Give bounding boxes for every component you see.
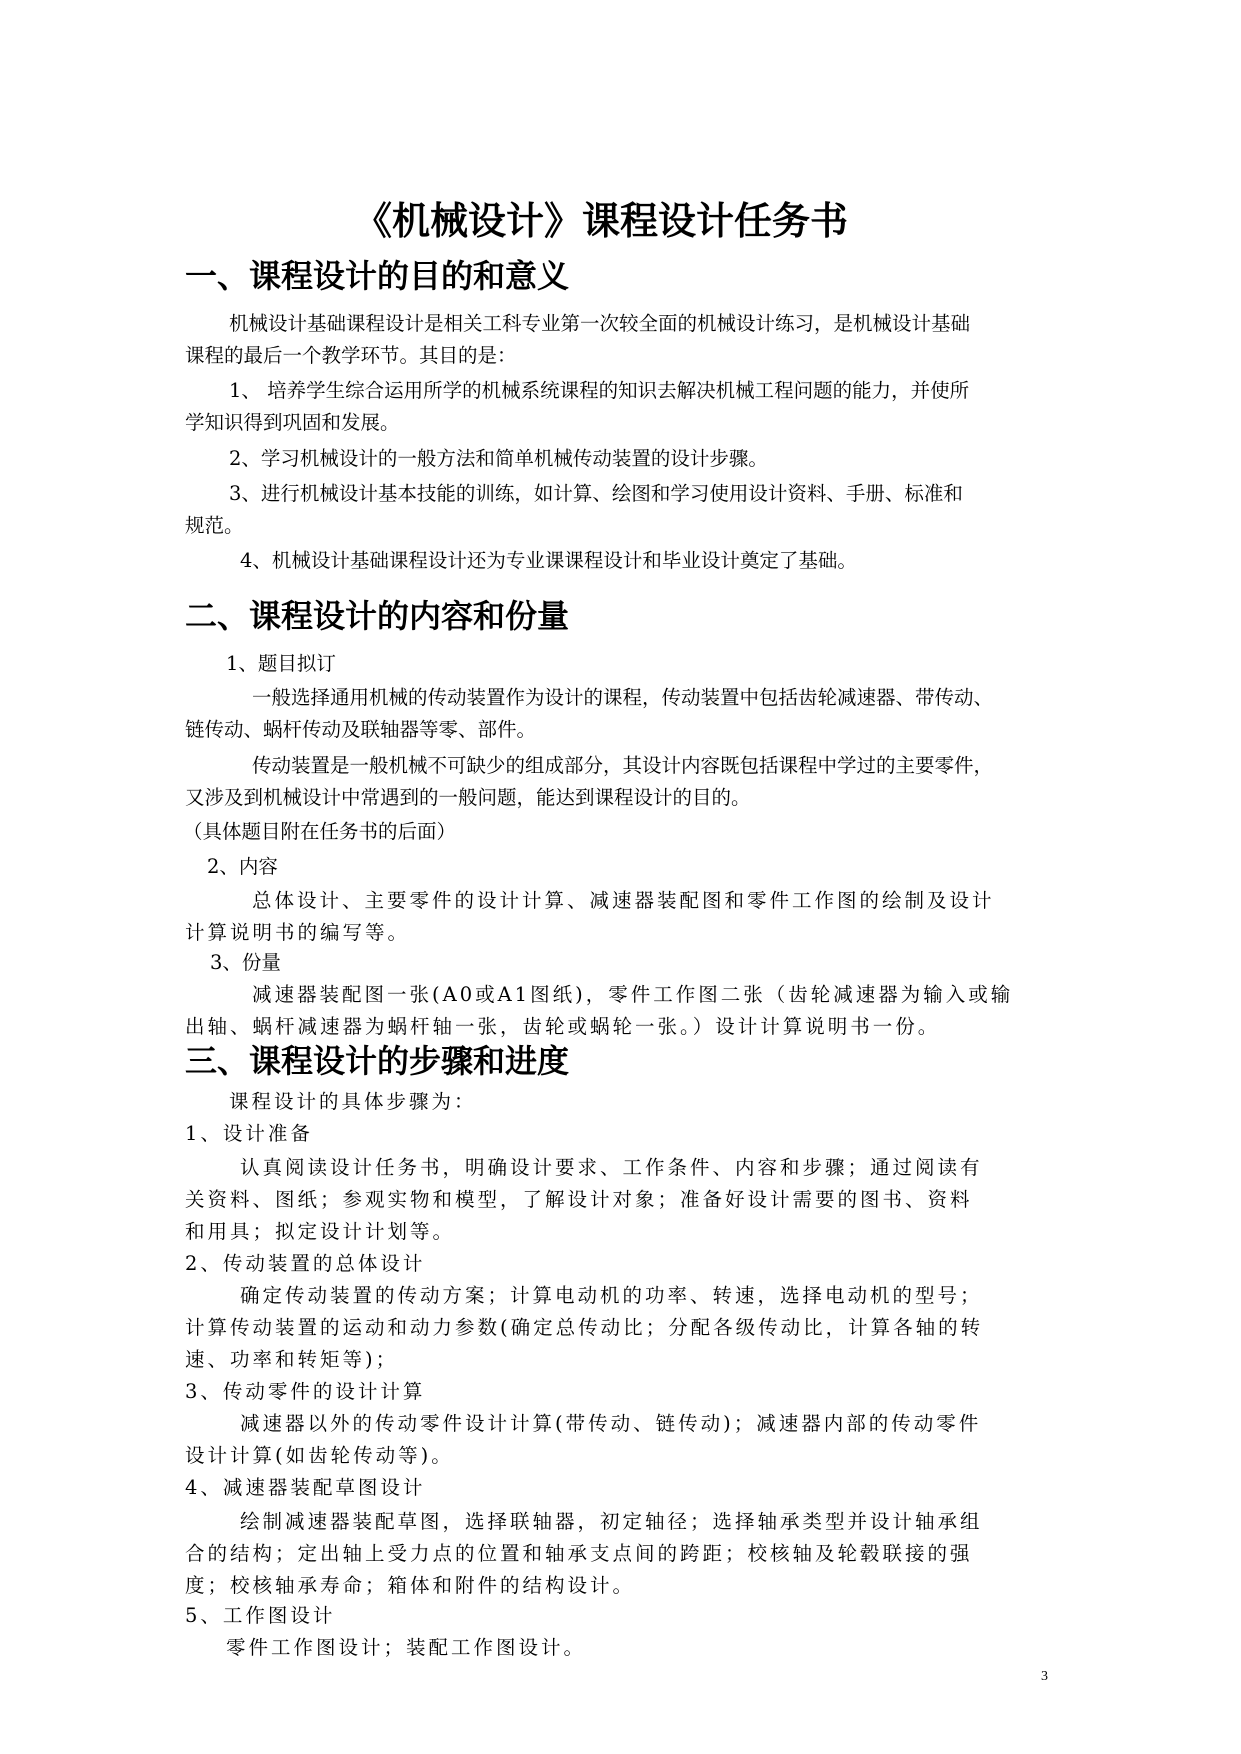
subheading: 2、内容 — [207, 855, 278, 878]
paragraph-line: 链传动、蜗杆传动及联轴器等零、部件。 — [185, 718, 537, 741]
subheading: 3、份量 — [210, 951, 281, 974]
paragraph-line: 一般选择通用机械的传动装置作为设计的课程，传动装置中包括齿轮减速器、带传动、 — [252, 686, 994, 709]
paragraph-line: 合的结构；定出轴上受力点的位置和轴承支点间的跨距；校核轴及轮毂联接的强 — [185, 1542, 973, 1565]
paragraph-line: 传动装置是一般机械不可缺少的组成部分，其设计内容既包括课程中学过的主要零件， — [252, 754, 994, 777]
list-item-line: 学知识得到巩固和发展。 — [185, 411, 400, 434]
paragraph-line: 度；校核轴承寿命；箱体和附件的结构设计。 — [185, 1574, 636, 1597]
note: （具体题目附在任务书的后面） — [183, 820, 457, 843]
paragraph-line: 课程设计的具体步骤为： — [229, 1090, 477, 1113]
section-1-heading: 一、课程设计的目的和意义 — [185, 257, 570, 295]
paragraph-line: 机械设计基础课程设计是相关工科专业第一次较全面的机械设计练习，是机械设计基础 — [229, 312, 971, 335]
list-item-line: 规范。 — [185, 514, 244, 537]
paragraph-line: 认真阅读设计任务书，明确设计要求、工作条件、内容和步骤；通过阅读有 — [240, 1156, 983, 1179]
subheading: 2、传动装置的总体设计 — [185, 1252, 426, 1275]
paragraph-line: 计算说明书的编写等。 — [185, 921, 411, 944]
page-number: 3 — [1041, 1669, 1048, 1684]
subheading: 1、题目拟订 — [226, 652, 336, 675]
list-item-line: 2、学习机械设计的一般方法和简单机械传动装置的设计步骤。 — [229, 447, 768, 470]
list-item-line: 3、进行机械设计基本技能的训练，如计算、绘图和学习使用设计资料、手册、标准和 — [229, 482, 963, 505]
paragraph-line: 又涉及到机械设计中常遇到的一般问题，能达到课程设计的目的。 — [185, 786, 751, 809]
subheading: 1、设计准备 — [185, 1122, 313, 1145]
paragraph-line: 零件工作图设计；装配工作图设计。 — [226, 1636, 587, 1659]
paragraph-line: 计算传动装置的运动和动力参数(确定总传动比；分配各级传动比，计算各轴的转 — [185, 1316, 984, 1339]
paragraph-line: 关资料、图纸；参观实物和模型，了解设计对象；准备好设计需要的图书、资料 — [185, 1188, 973, 1211]
subheading: 3、传动零件的设计计算 — [185, 1380, 426, 1403]
paragraph-line: 减速器以外的传动零件设计计算(带传动、链传动)；减速器内部的传动零件 — [240, 1412, 982, 1435]
subheading: 5、工作图设计 — [185, 1604, 336, 1627]
paragraph-line: 减速器装配图一张(A0或A1图纸)，零件工作图二张（齿轮减速器为输入或输 — [252, 983, 1014, 1006]
paragraph-line: 速、功率和转矩等)； — [185, 1348, 399, 1371]
list-item-line: 4、机械设计基础课程设计还为专业课课程设计和毕业设计奠定了基础。 — [240, 549, 857, 572]
paragraph-line: 确定传动装置的传动方案；计算电动机的功率、转速，选择电动机的型号； — [240, 1284, 983, 1307]
paragraph-line: 课程的最后一个教学环节。其目的是： — [185, 344, 517, 367]
subheading: 4、减速器装配草图设计 — [185, 1476, 426, 1499]
paragraph-line: 和用具；拟定设计计划等。 — [185, 1220, 456, 1243]
paragraph-line: 出轴、蜗杆减速器为蜗杆轴一张，齿轮或蜗轮一张。）设计计算说明书一份。 — [185, 1015, 941, 1038]
section-2-heading: 二、课程设计的内容和份量 — [185, 597, 570, 635]
paragraph-line: 绘制减速器装配草图，选择联轴器，初定轴径；选择轴承类型并设计轴承组 — [240, 1510, 983, 1533]
list-item-line: 1、 培养学生综合运用所学的机械系统课程的知识去解决机械工程问题的能力，并使所 — [229, 379, 970, 402]
paragraph-line: 设计计算(如齿轮传动等)。 — [185, 1444, 454, 1467]
paragraph-line: 总体设计、主要零件的设计计算、减速器装配图和零件工作图的绘制及设计 — [252, 889, 995, 912]
section-3-heading: 三、课程设计的步骤和进度 — [185, 1042, 570, 1080]
document-title: 《机械设计》课程设计任务书 — [354, 199, 849, 243]
